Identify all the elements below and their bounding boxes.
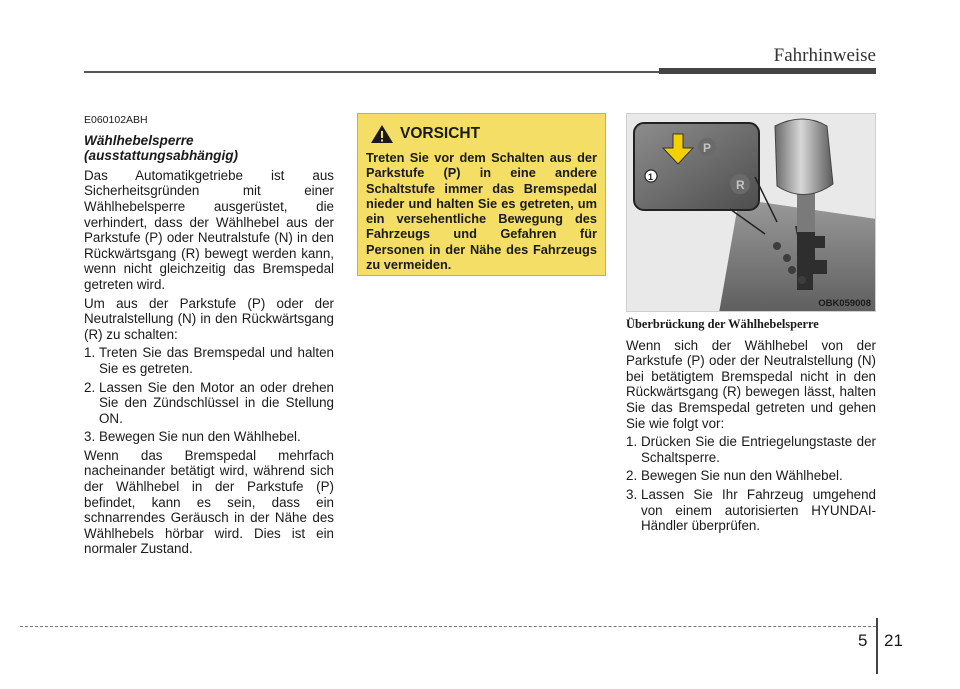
- warning-title: VORSICHT: [400, 125, 481, 142]
- warning-box: [357, 113, 606, 276]
- steps-list: [84, 345, 334, 445]
- override-steps-list: [626, 434, 876, 534]
- step-text: Lassen Sie den Motor an oder drehen Sie den Zündschlüssel in die Stellung ON.: [99, 379, 334, 426]
- step-number: 3.: [626, 486, 638, 502]
- header-rule-thick: [659, 68, 876, 74]
- list-item: [84, 380, 334, 427]
- label-r: R: [736, 178, 745, 192]
- step-number: 1.: [626, 434, 638, 450]
- step-text: Bewegen Sie nun den Wählhebel.: [99, 429, 301, 445]
- section-code: E060102ABH: [84, 114, 148, 126]
- step-text: Drücken Sie die Entriegelungstaste der Schaltsperre.: [641, 434, 876, 465]
- header-rule: [84, 71, 659, 73]
- intro-paragraph: Das Automatikgetriebe ist aus Sicherheitsgründen mit einer Wählhebelsperre ausgerüstet, die verhindert, dass der Wählhebel aus der Parkstufe (P) oder Neutralstufe (N) in den Rückwärtsgang (R) bewegt werden kann, wenn nicht gleichzeitig das Bremspedal getreten wird.: [84, 167, 334, 292]
- note-paragraph: Wenn das Bremspedal mehrfach nacheinander betätigt wird, während sich der Wählhebel in der Parkstufe (P) befindet, kann es sein, dass ein schnarrendes Geräusch in der Nähe des Wählhebels hörbar wird. Dies ist ein normaler Zustand.: [84, 447, 334, 557]
- step-text: Treten Sie das Bremspedal und halten Sie es getreten.: [99, 345, 334, 376]
- indicator-dot: [773, 242, 781, 250]
- step-number: 2.: [84, 379, 96, 395]
- shift-lever-drawing: [627, 114, 876, 312]
- section-heading-line2: (ausstattungsabhängig): [84, 148, 239, 164]
- indicator-dot: [783, 254, 791, 262]
- step-number: 1.: [84, 345, 96, 361]
- step-text: Lassen Sie Ihr Fahrzeug umgehend von einem autorisierten HYUNDAI-Händler überprüfen.: [641, 486, 876, 534]
- detail-inset: [634, 123, 759, 210]
- footer-rule: [20, 626, 876, 627]
- step-number: 3.: [84, 429, 96, 445]
- list-item: [84, 429, 334, 445]
- lever-knob: [775, 119, 833, 195]
- instruction-paragraph: Um aus der Parkstufe (P) oder der Neutralstellung (N) in den Rückwärtsgang (R) zu schalten:: [84, 295, 334, 342]
- right-column: [626, 317, 876, 537]
- list-item: [84, 345, 334, 376]
- left-column: [84, 113, 334, 560]
- shift-lever-illustration: [626, 113, 876, 312]
- indicator-dot: [788, 266, 796, 274]
- step-number: 2.: [626, 468, 638, 484]
- indicator-dot: [798, 276, 806, 284]
- page-number: 21: [884, 631, 903, 650]
- override-heading: Überbrückung der Wählhebelsperre: [626, 317, 819, 331]
- list-item: [626, 434, 876, 465]
- figure-code: OBK059008: [818, 298, 871, 309]
- warning-text: Treten Sie vor dem Schalten aus der Parkstufe (P) in eine andere Schaltstufe immer das Bremspedal nieder und halten Sie es getreten, um ein versehentliche Bewegung des Fahrzeugs und Gefahren für Personen in der Nähe des Fahrzeugs zu vermeiden.: [366, 150, 597, 273]
- step-text: Bewegen Sie nun den Wählhebel.: [641, 468, 843, 484]
- chapter-number: 5: [858, 631, 868, 650]
- warning-triangle-icon: [370, 124, 394, 144]
- section-heading-line1: Wählhebelsperre: [84, 132, 194, 148]
- section-title: Fahrhinweise: [773, 45, 876, 66]
- section-heading: [84, 133, 334, 164]
- label-p: P: [703, 141, 712, 155]
- list-item: [626, 487, 876, 534]
- page-number-separator: [876, 618, 878, 674]
- callout-number: 1: [648, 172, 654, 182]
- list-item: [626, 468, 876, 484]
- override-intro: Wenn sich der Wählhebel von der Parkstufe (P) oder der Neutralstellung (N) bei betätigtem Bremspedal nicht in den Rückwärtsgang (R) bewegen lässt, halten Sie das Bremspedal getreten und gehen Sie wie folgt vor:: [626, 337, 876, 431]
- warning-header: [366, 124, 597, 144]
